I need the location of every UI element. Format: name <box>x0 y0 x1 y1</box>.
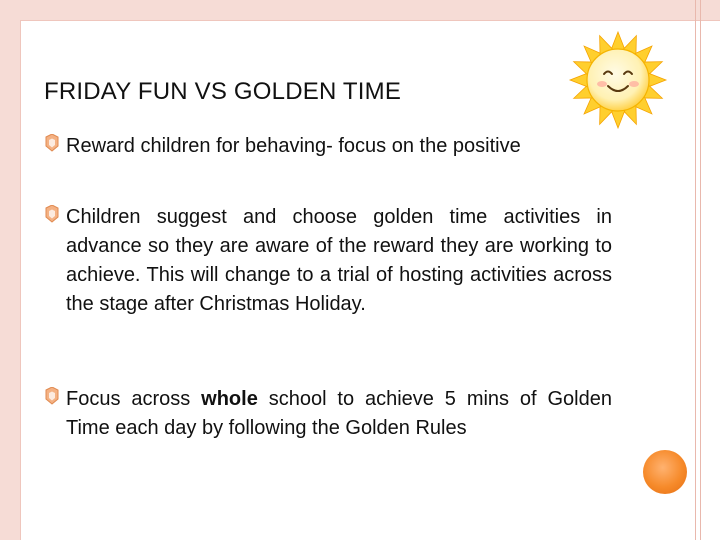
bullet-mark-icon <box>44 134 60 154</box>
slide-border-left <box>0 0 20 540</box>
slide-border-top <box>0 0 720 20</box>
slide-title: FRIDAY FUN VS GOLDEN TIME <box>44 78 402 105</box>
bullet-text <box>66 385 612 443</box>
bullet-mark-icon <box>44 205 60 225</box>
bullet-item <box>44 203 614 319</box>
right-rule-line <box>700 0 701 540</box>
border-line-top <box>20 20 720 21</box>
smiling-sun-icon <box>566 28 670 132</box>
right-rule-line <box>695 0 696 540</box>
border-line-left <box>20 20 21 540</box>
bullet-text: Reward children for behaving- focus on the positive <box>66 135 521 157</box>
bullet-text-after: school to achieve 5 mins of Golden Time each day by following the Golden Rules <box>66 388 612 439</box>
bullet-text: Children suggest and choose golden time activities in advance so they are aware of the reward they are working to achieve. This will change to a trial of hosting activities across the stage after Christmas Holiday. <box>66 206 612 315</box>
orange-circle-decoration <box>643 450 687 494</box>
bullet-item <box>44 132 614 161</box>
bullet-text-bold: whole <box>201 388 258 410</box>
bullet-item <box>44 385 614 443</box>
bullet-mark-icon <box>44 387 60 407</box>
bullet-text-before: Focus across <box>66 388 202 410</box>
